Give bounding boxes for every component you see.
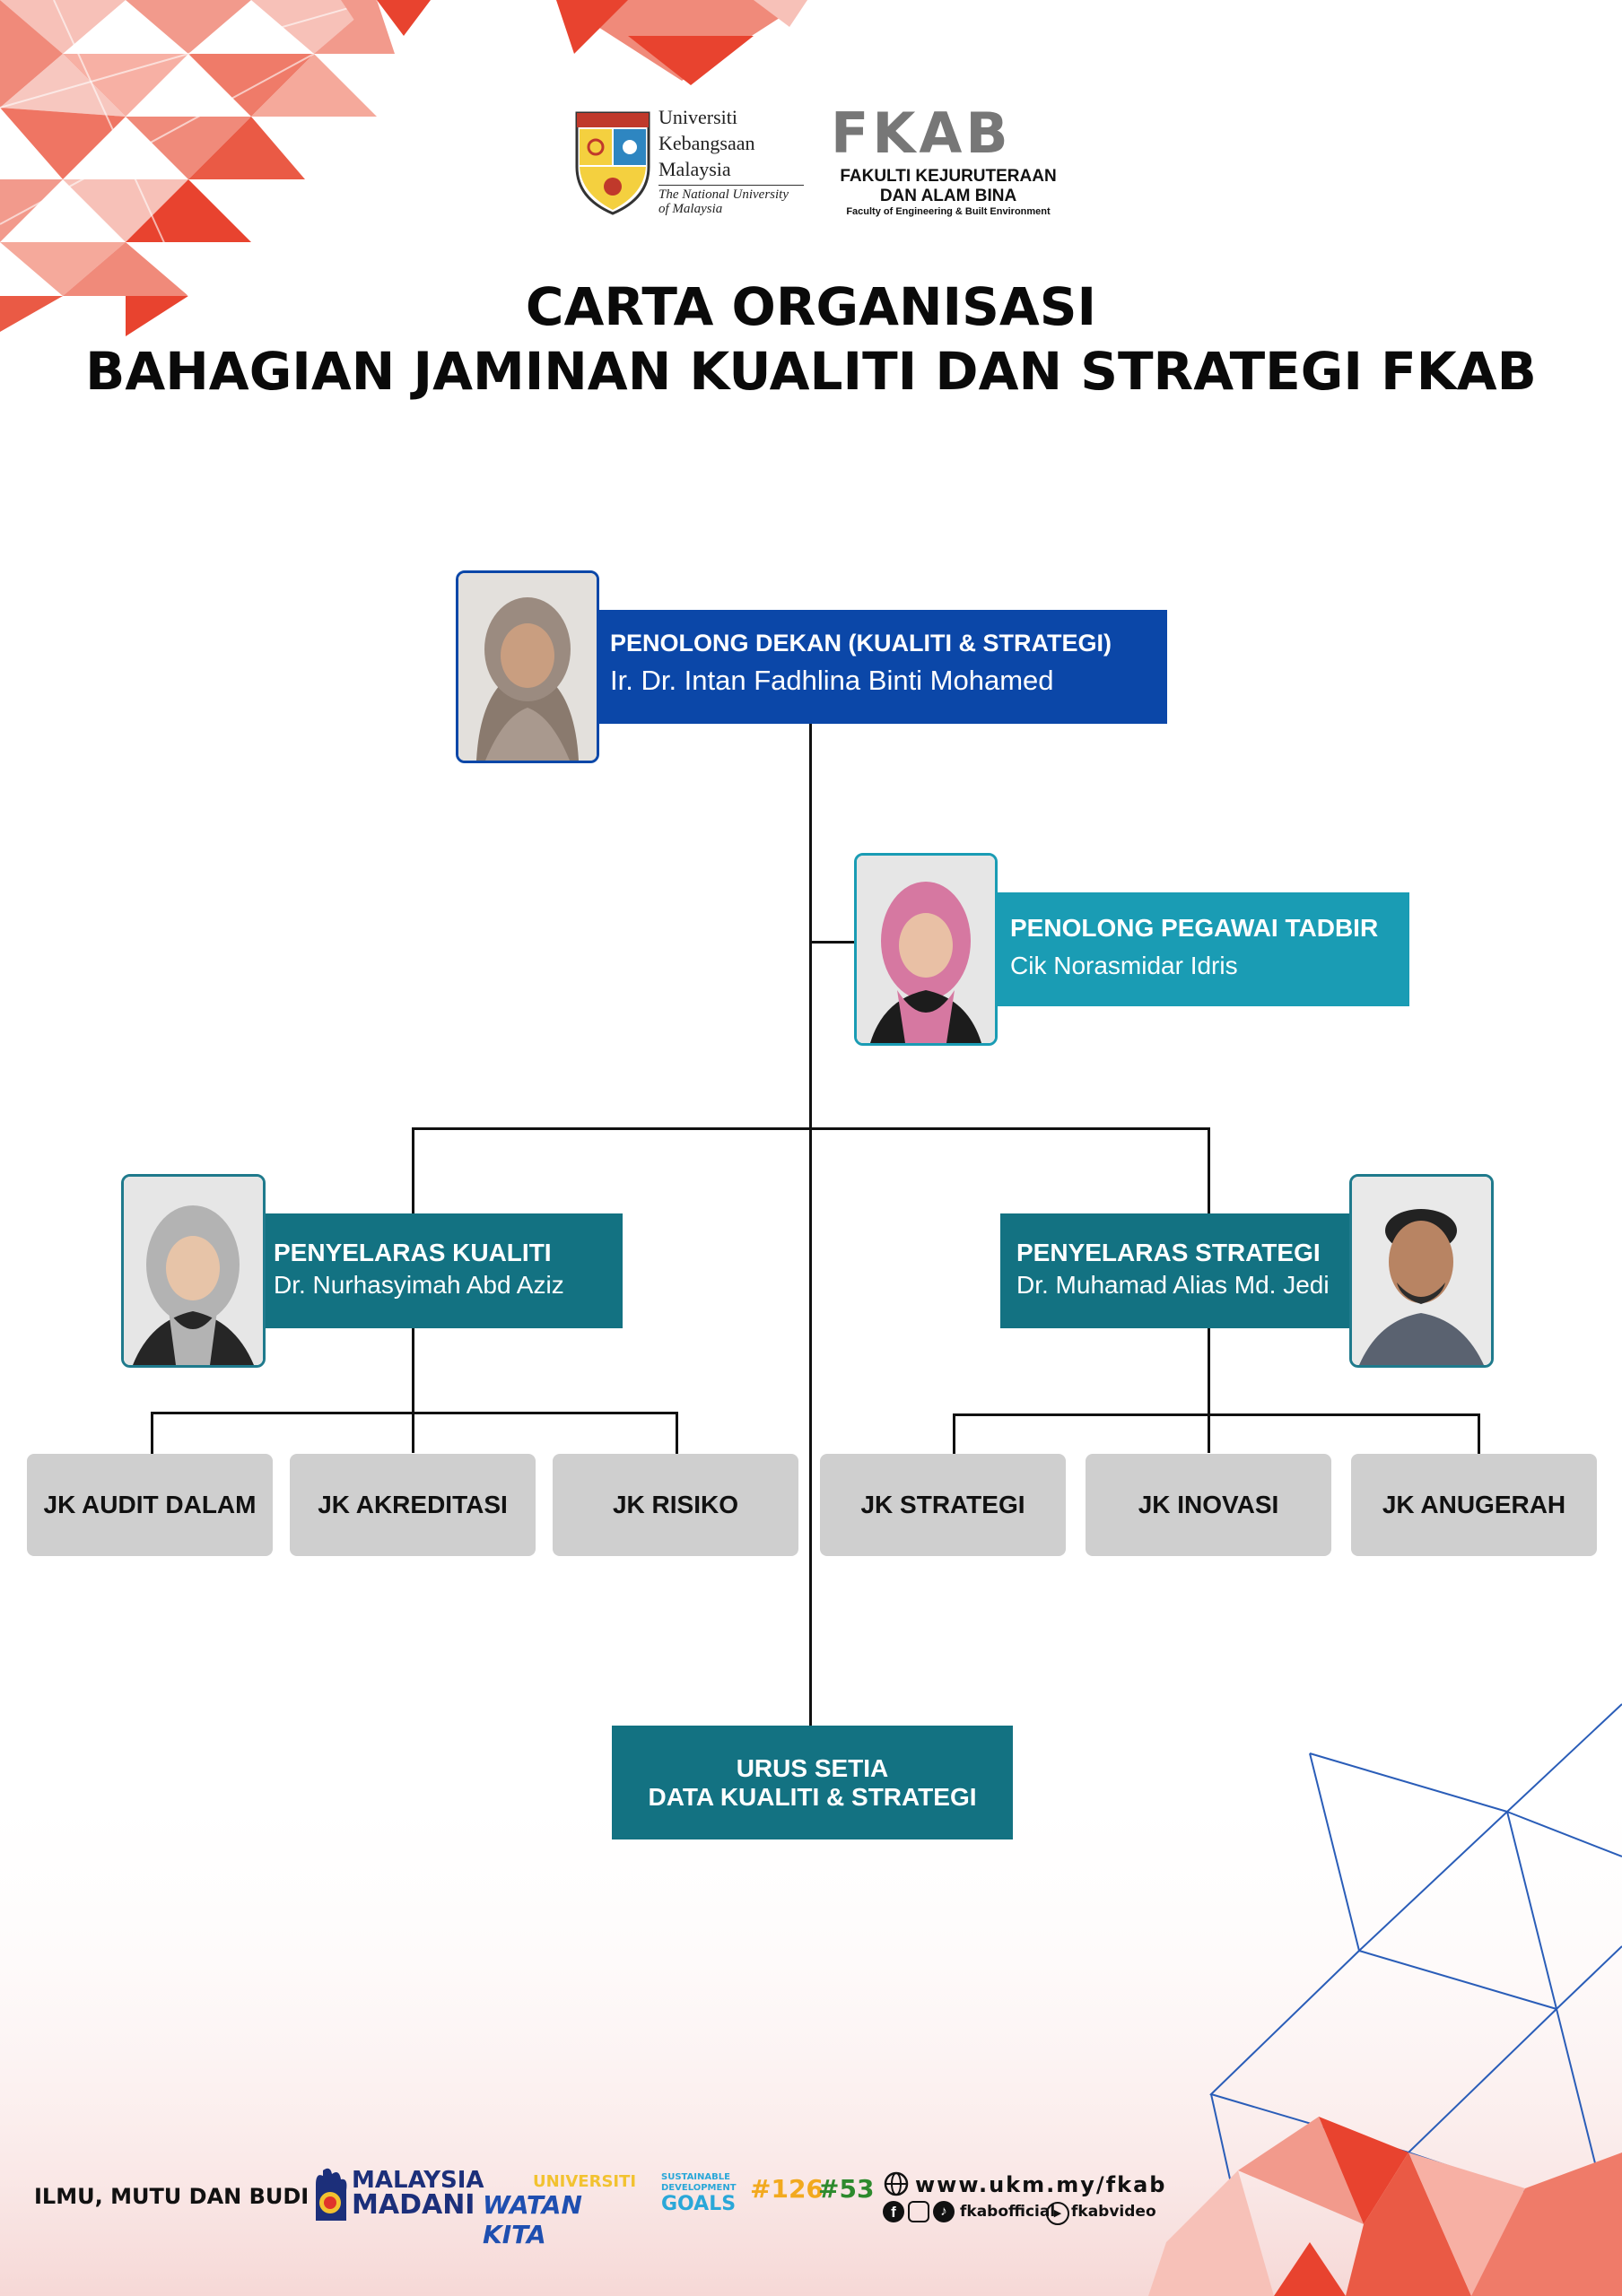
instagram-icon[interactable] bbox=[908, 2201, 929, 2222]
sdg-line3: GOALS bbox=[661, 2193, 737, 2215]
quality-committee: JK AUDIT DALAM bbox=[27, 1454, 273, 1556]
social-handle-official[interactable]: fkabofficial bbox=[960, 2203, 1056, 2221]
strategy-role-title: PENYELARAS STRATEGI bbox=[1016, 1239, 1321, 1266]
person-photo-icon bbox=[124, 1177, 263, 1365]
person-photo-icon bbox=[857, 856, 995, 1043]
quality-photo bbox=[121, 1174, 266, 1368]
strategy-committee: JK INOVASI bbox=[1086, 1454, 1331, 1556]
ukm-name-line3: Malaysia bbox=[658, 158, 731, 180]
head-photo bbox=[456, 570, 599, 763]
footer-contact bbox=[883, 2169, 1167, 2226]
universiti-watan-kita-logo bbox=[479, 2169, 650, 2249]
tiktok-icon[interactable]: ♪ bbox=[933, 2201, 955, 2222]
website-url[interactable]: www.ukm.my/fkab bbox=[915, 2172, 1167, 2197]
ukm-name-line1: Universiti bbox=[658, 106, 737, 128]
quality-role-box bbox=[262, 1213, 623, 1328]
sdg-logo bbox=[661, 2172, 738, 2222]
admin-role-box bbox=[994, 892, 1409, 1006]
fkab-name-line1: FAKULTI KEJURUTERAAN bbox=[840, 167, 1057, 186]
watan-line1: UNIVERSITI bbox=[533, 2172, 637, 2191]
admin-photo bbox=[854, 853, 998, 1046]
ukm-name-line2: Kebangsaan bbox=[658, 132, 755, 154]
page-title-line1: CARTA ORGANISASI bbox=[525, 276, 1097, 337]
strategy-committee: JK ANUGERAH bbox=[1351, 1454, 1597, 1556]
globe-icon bbox=[883, 2170, 910, 2197]
sdg-line2: DEVELOPMENT bbox=[661, 2183, 737, 2193]
secretariat-box bbox=[612, 1726, 1013, 1839]
head-role-title: PENOLONG DEKAN (KUALITI & STRATEGI) bbox=[610, 630, 1112, 657]
facebook-icon[interactable]: f bbox=[883, 2201, 904, 2222]
social-handle-video[interactable]: fkabvideo bbox=[1071, 2203, 1156, 2221]
strategy-person-name: Dr. Muhamad Alias Md. Jedi bbox=[1016, 1271, 1330, 1299]
head-role-box bbox=[596, 610, 1167, 724]
madani-line2: MADANI bbox=[352, 2189, 475, 2221]
strategy-role-box bbox=[1000, 1213, 1356, 1328]
strategy-committee: JK STRATEGI bbox=[820, 1454, 1066, 1556]
fkab-logo bbox=[824, 100, 1073, 219]
ranking-126-badge: #126 bbox=[750, 2174, 824, 2204]
quality-committee: JK RISIKO bbox=[553, 1454, 798, 1556]
fkab-name-line2: DAN ALAM BINA bbox=[879, 187, 1017, 205]
person-photo-icon bbox=[1352, 1177, 1491, 1365]
footer-motto: ILMU, MUTU DAN BUDI bbox=[34, 2184, 310, 2209]
head-person-name: Ir. Dr. Intan Fadhlina Binti Mohamed bbox=[610, 665, 1054, 696]
madani-line1: MALAYSIA bbox=[352, 2167, 484, 2194]
fkab-name-line3: Faculty of Engineering & Built Environment bbox=[846, 206, 1051, 217]
page-title-line2: BAHAGIAN JAMINAN KUALITI DAN STRATEGI FKAB bbox=[85, 341, 1537, 402]
secretariat-line2: DATA KUALITI & STRATEGI bbox=[648, 1782, 977, 1811]
ukm-logo bbox=[572, 104, 807, 219]
ukm-tagline-line2: of Malaysia bbox=[658, 202, 723, 216]
watan-line2: WATAN KITA bbox=[483, 2190, 582, 2249]
madani-hand-icon bbox=[310, 2163, 350, 2222]
quality-role-title: PENYELARAS KUALITI bbox=[274, 1239, 552, 1266]
secretariat-line1: URUS SETIA bbox=[736, 1753, 889, 1782]
admin-person-name: Cik Norasmidar Idris bbox=[1010, 952, 1238, 979]
admin-role-title: PENOLONG PEGAWAI TADBIR bbox=[1010, 914, 1379, 942]
sdg-line1: SUSTAINABLE bbox=[661, 2172, 730, 2182]
quality-person-name: Dr. Nurhasyimah Abd Aziz bbox=[274, 1271, 564, 1299]
ukm-tagline-line1: The National University bbox=[658, 187, 789, 202]
quality-committee: JK AKREDITASI bbox=[290, 1454, 536, 1556]
fkab-wordmark: FKAB bbox=[831, 100, 1012, 166]
malaysia-madani-logo bbox=[310, 2163, 484, 2224]
strategy-photo bbox=[1349, 1174, 1494, 1368]
ranking-53-badge: #53 bbox=[818, 2174, 875, 2204]
youtube-icon[interactable]: ▶ bbox=[1046, 2202, 1069, 2225]
person-photo-icon bbox=[458, 573, 597, 761]
ukm-crest-icon bbox=[572, 104, 653, 217]
